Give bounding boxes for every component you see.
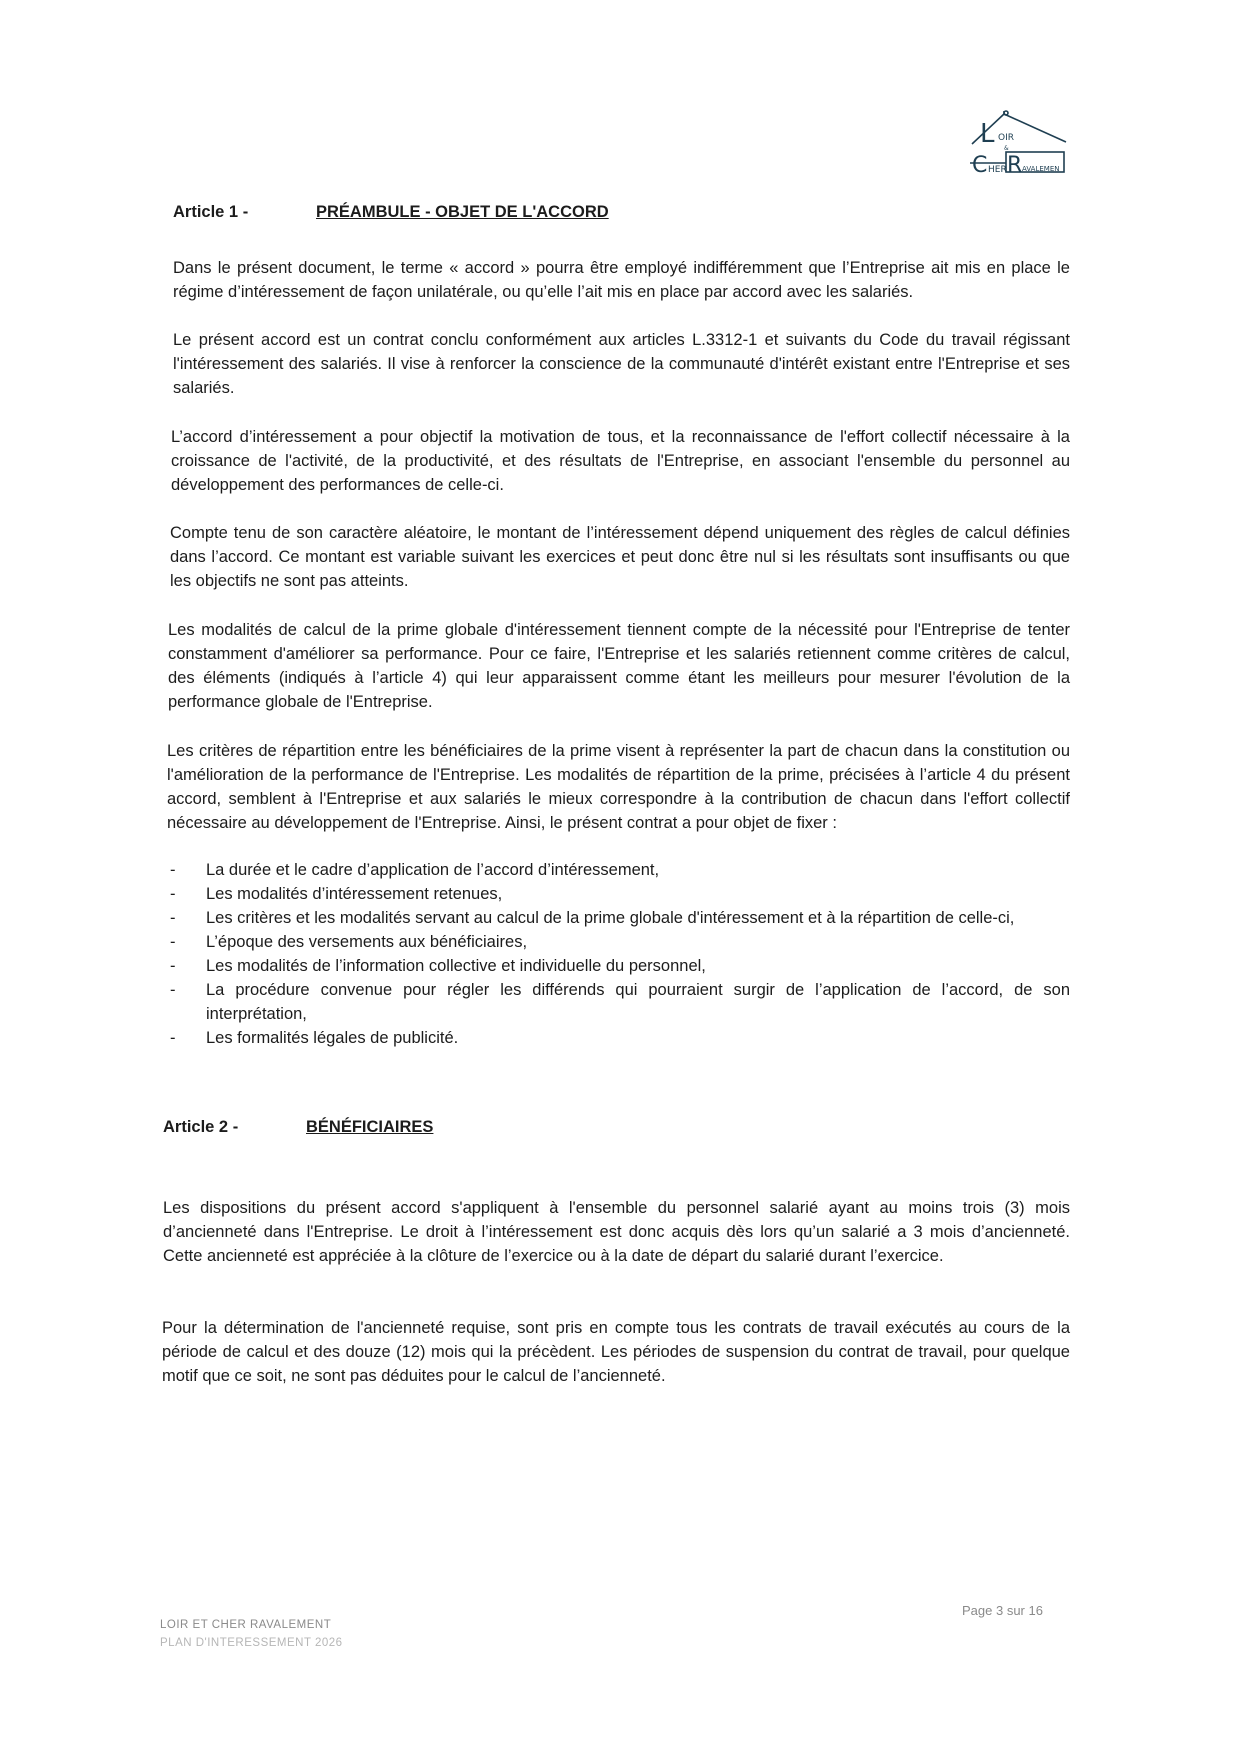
footer-company <box>160 1616 343 1652</box>
list-item-text: Les modalités d’intéressement retenues, <box>206 885 503 903</box>
list-item <box>170 858 1070 882</box>
article-number: Article 2 - <box>163 1118 239 1136</box>
bullet-marker: - <box>170 909 176 927</box>
footer-company-name: LOIR ET CHER RAVALEMENT <box>160 1619 332 1631</box>
objectives-list <box>170 858 1070 1050</box>
footer-plan-name: PLAN D'INTERESSEMENT 2026 <box>160 1637 343 1649</box>
list-item <box>170 1026 1070 1050</box>
logo-amp: & <box>1004 145 1009 152</box>
paragraph: L’accord d’intéressement a pour objectif la motivation de tous, et la reconnaissance de l'effort collectif nécessaire à la croissance de l'activité, de la productivité, et des résultats de l'Entreprise, en associant l'ensemble du personnel au développement des performances de celle-ci. <box>171 428 1070 494</box>
article-title: BÉNÉFICIAIRES <box>306 1118 434 1136</box>
bullet-marker: - <box>170 981 176 999</box>
article-number: Article 1 - <box>173 203 249 221</box>
paragraph: Pour la détermination de l'ancienneté requise, sont pris en compte tous les contrats de travail exécutés au cours de la période de calcul et des douze (12) mois qui la précèdent. Les périodes de suspension du contrat de travail, pour quelque motif que ce soit, ne sont pas déduites pour le calcul de l’ancienneté. <box>162 1319 1070 1385</box>
list-item-text: La durée et le cadre d’application de l’accord d’intéressement, <box>206 861 660 879</box>
logo-line1: OIR <box>998 133 1014 143</box>
list-item <box>170 954 1070 978</box>
logo-big-l: L <box>980 119 995 149</box>
list-item <box>170 882 1070 906</box>
bullet-marker: - <box>170 957 176 975</box>
article-title: PRÉAMBULE - OBJET DE L'ACCORD <box>316 203 609 221</box>
list-item-text: Les modalités de l’information collective et individuelle du personnel, <box>206 957 706 975</box>
bullet-marker: - <box>170 861 176 879</box>
paragraph: Les critères de répartition entre les bénéficiaires de la prime visent à représenter la part de chacun dans la constitution ou l'amélioration de la performance de l'Entreprise. Les modalités de répartition de la prime, précisées à l’article 4 du présent accord, semblent à l'Entreprise et aux salariés le mieux correspondre à la contribution de chacun dans l'effort collectif nécessaire au développement de l'Entreprise. Ainsi, le présent contrat a pour objet de fixer : <box>167 742 1070 832</box>
list-item <box>170 978 1070 1026</box>
logo-line2-suffix: AVALEMEN <box>1022 165 1060 173</box>
company-logo <box>966 110 1070 176</box>
paragraph: Dans le présent document, le terme « accord » pourra être employé indifféremment que l’Entreprise ait mis en place le régime d’intéressement de façon unilatérale, ou qu’elle l’ait mis en place par accord avec les salariés. <box>173 259 1070 301</box>
bullet-marker: - <box>170 1029 176 1047</box>
paragraph: Le présent accord est un contrat conclu conformément aux articles L.3312-1 et suivants du Code du travail régissant l'intéressement des salariés. Il vise à renforcer la conscience de la communauté d'intérêt existant entre l'Entreprise et ses salariés. <box>173 331 1070 397</box>
page-number: Page 3 sur 16 <box>962 1603 1043 1618</box>
logo-big-r: R <box>1007 153 1023 176</box>
list-item-text: L’époque des versements aux bénéficiaires, <box>206 933 528 951</box>
logo-big-c: C <box>972 153 988 176</box>
list-item <box>170 906 1070 930</box>
list-item-text: La procédure convenue pour régler les différends qui pourraient surgir de l’application de l’accord, de son interprétation, <box>206 981 1070 1023</box>
logo-line2-prefix: HER <box>988 165 1007 175</box>
bullet-marker: - <box>170 933 176 951</box>
bullet-marker: - <box>170 885 176 903</box>
paragraph: Les modalités de calcul de la prime globale d'intéressement tiennent compte de la nécessité pour l'Entreprise de tenter constamment d'améliorer sa performance. Pour ce faire, l'Entreprise et les salariés retiennent comme critères de calcul, des éléments (indiqués à l’article 4) qui leur apparaissent comme étant les meilleurs pour mesurer l'évolution de la performance globale de l'Entreprise. <box>168 621 1070 711</box>
list-item-text: Les formalités légales de publicité. <box>206 1029 459 1047</box>
paragraph: Les dispositions du présent accord s'appliquent à l'ensemble du personnel salarié ayant au moins trois (3) mois d’ancienneté dans l'Entreprise. Le droit à l’intéressement est donc acquis dès lors qu’un salarié a 3 mois d’ancienneté. Cette ancienneté est appréciée à la clôture de l’exercice ou à la date de départ du salarié durant l’exercice. <box>163 1199 1070 1265</box>
list-item <box>170 930 1070 954</box>
paragraph: Compte tenu de son caractère aléatoire, le montant de l’intéressement dépend uniquement des règles de calcul définies dans l’accord. Ce montant est variable suivant les exercices et peut donc être nul si les résultats sont insuffisants ou que les objectifs ne sont pas atteints. <box>170 524 1070 590</box>
list-item-text: Les critères et les modalités servant au calcul de la prime globale d'intéressement et à la répartition de celle-ci, <box>206 909 1015 927</box>
